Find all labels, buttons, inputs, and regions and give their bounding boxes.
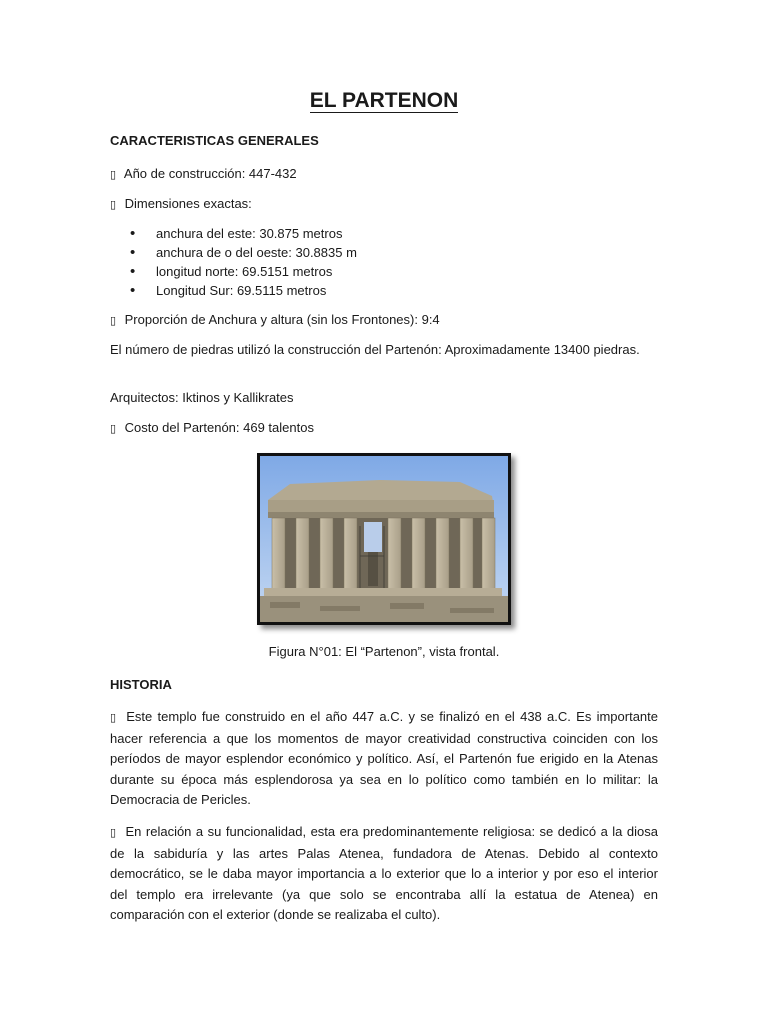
figure-caption: Figura N°01: El “Partenon”, vista frontal.: [268, 644, 500, 659]
history-text-1: Este templo fue construido en el año 447 a.C. y se finalizó en el 438 a.C. Es importante hacer referencia a que los momentos de mayor creatividad constructiva coinciden con los períodos de mayor esplendor económico y político. Así, el Partenón fue erigido en la Atenas durante su época más esplendorosa ya sea en lo político como también en lo militar: la Democracia de Pericles.: [110, 709, 658, 807]
history-paragraph-1: [110, 707, 658, 811]
proportion-text: Proporción de Anchura y altura (sin los Frontones): 9:4: [121, 312, 440, 327]
list-item: • anchura de o del oeste: 30.8835 m: [110, 243, 357, 262]
history-text-2: En relación a su funcionalidad, esta era predominantemente religiosa: se dedicó a la diosa de la sabiduría y las artes Palas Atenea, fundadora de Atenas. Debido al contexto democrático, se le daba mayor importancia a lo exterior que lo a interior y por eso el interior del templo era irrelevante (ya que solo se encontraba allí la estatua de Atenea) en comparación con el exterior (donde se realizaba el culto).: [110, 824, 658, 922]
dimensions-line: [110, 194, 658, 215]
section-heading-history: HISTORIA: [110, 677, 172, 692]
missing-glyph-icon: ▯: [110, 169, 117, 181]
missing-glyph-icon: ▯: [110, 423, 117, 435]
list-item: • longitud norte: 69.5151 metros: [110, 262, 357, 281]
missing-glyph-icon: ▯: [110, 315, 117, 327]
construction-year-line: [110, 164, 658, 185]
dimensions-list: [110, 224, 357, 300]
missing-glyph-icon: ▯: [110, 199, 117, 211]
cost-line: [110, 418, 658, 439]
section-heading-general: CARACTERISTICAS GENERALES: [110, 133, 319, 148]
architects-line: Arquitectos: Iktinos y Kallikrates: [110, 390, 294, 405]
parthenon-photo-icon: [260, 456, 508, 622]
list-item: • Longitud Sur: 69.5115 metros: [110, 281, 357, 300]
missing-glyph-icon: ▯: [110, 712, 117, 724]
missing-glyph-icon: ▯: [110, 827, 117, 839]
parthenon-figure: [257, 453, 511, 625]
stones-paragraph: El número de piedras utilizó la construcción del Partenón: Aproximadamente 13400 piedras.: [110, 342, 640, 357]
document-title: [110, 86, 658, 116]
list-item: • anchura del este: 30.875 metros: [110, 224, 357, 243]
proportion-line: [110, 310, 658, 331]
cost-text: Costo del Partenón: 469 talentos: [121, 420, 314, 435]
history-paragraph-2: [110, 822, 658, 926]
year-text: Año de construcción: 447-432: [121, 166, 297, 181]
title-text: EL PARTENON: [309, 89, 459, 112]
dimensions-label: Dimensiones exactas:: [121, 196, 252, 211]
